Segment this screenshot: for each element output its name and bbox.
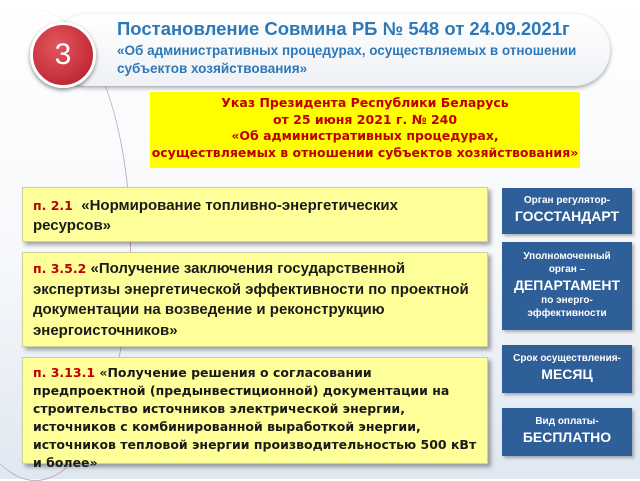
decree-line-2: от 25 июня 2021 г. № 240: [272, 111, 458, 127]
authorized-label-2: орган –: [548, 264, 586, 275]
procedure-item-3-5-2: [22, 252, 488, 347]
slide-number-badge: 3: [30, 22, 96, 88]
page-subtitle: «Об административных процедурах, осуществляемых в отношении субъектов хозяйствования»: [117, 43, 577, 76]
page-title: Постановление Совмина РБ № 548 от 24.09.2021г: [117, 18, 570, 39]
decree-box: [150, 92, 580, 168]
item-text: «Нормирование топливно-энергетических ресурсов»: [33, 197, 398, 234]
item-text: «Получение решения о согласовании предпроектной (предынвестиционной) документации на строительство источников электрической энергии, источников с комбинированной выработкой энергии, источников тепловой энергии производительностью 500 кВт и более»: [33, 365, 477, 470]
authorized-body-box: [502, 242, 632, 330]
procedure-item-2-1: [22, 187, 488, 242]
authorized-note-1: по энерго-: [541, 295, 593, 306]
item-number: п. 2.1: [33, 198, 73, 213]
payment-box: [502, 408, 632, 456]
decree-line-3: «Об административных процедурах,: [231, 128, 499, 143]
authorized-label-1: Уполномоченный: [523, 251, 611, 262]
term-value: МЕСЯЦ: [541, 366, 593, 382]
procedure-item-3-13-1: [22, 357, 488, 470]
regulator-box: [502, 188, 632, 234]
regulator-label: Орган регулятор-: [523, 195, 611, 206]
item-number: п. 3.13.1: [33, 365, 96, 380]
item-number: п. 3.5.2: [33, 261, 87, 276]
term-label: Срок осуществления-: [513, 353, 621, 364]
decree-line-4: осуществляемых в отношении субъектов хозяйствования»: [151, 144, 579, 160]
payment-value: БЕСПЛАТНО: [522, 429, 612, 445]
term-box: [502, 345, 632, 393]
regulator-value: ГОССТАНДАРТ: [514, 208, 620, 224]
item-text: «Получение заключения государственной экспертизы энергетической эффективности по проектной документации на возведение и реконструкцию энергоисточников»: [33, 260, 469, 339]
authorized-value: ДЕПАРТАМЕНТ: [513, 277, 621, 293]
decree-line-1: Указ Президента Республики Беларусь: [221, 95, 509, 110]
authorized-note-2: эффективности: [527, 308, 607, 319]
payment-label: Вид оплаты-: [535, 416, 599, 427]
